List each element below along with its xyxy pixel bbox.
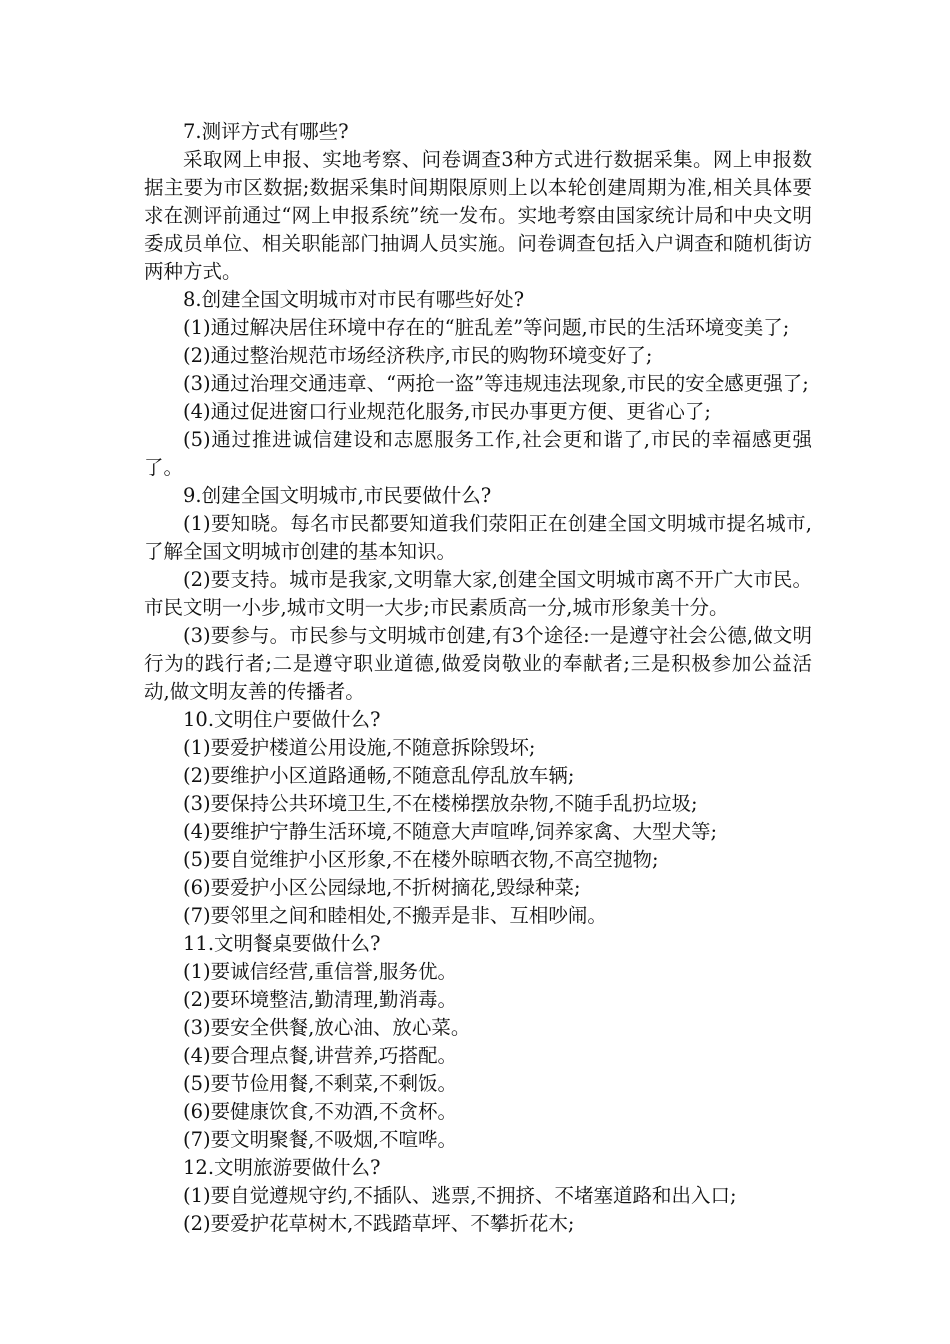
section-heading-8: 8.创建全国文明城市对市民有哪些好处? [183,288,525,311]
list-item: (4)要维护宁静生活环境,不随意大声喧哗,饲养家禽、大型犬等; [183,820,718,843]
list-item: (6)要爱护小区公园绿地,不折树摘花,毁绿种菜; [183,876,581,899]
document-body [144,118,812,1238]
section-heading-9: 9.创建全国文明城市,市民要做什么? [183,484,492,507]
list-item: (2)要环境整洁,勤清理,勤消毒。 [183,988,458,1011]
section-heading-7: 7.测评方式有哪些? [183,120,349,143]
list-item: (5)要节俭用餐,不剩菜,不剩饭。 [183,1072,458,1095]
list-item: (2)要维护小区道路通畅,不随意乱停乱放车辆; [183,764,575,787]
list-item: (1)通过解决居住环境中存在的“脏乱差”等问题,市民的生活环境变美了; [183,316,790,339]
list-item: (5)要自觉维护小区形象,不在楼外晾晒衣物,不高空抛物; [183,848,659,871]
section-heading-10: 10.文明住户要做什么? [183,708,381,731]
list-item: (1)要自觉遵规守约,不插队、逃票,不拥挤、不堵塞道路和出入口; [183,1184,737,1207]
list-item: (2)通过整治规范市场经济秩序,市民的购物环境变好了; [183,344,653,367]
list-item: (2)要爱护花草树木,不践踏草坪、不攀折花木; [183,1212,575,1235]
list-item: (7)要文明聚餐,不吸烟,不喧哗。 [183,1128,458,1151]
list-item: (4)要合理点餐,讲营养,巧搭配。 [183,1044,458,1067]
list-item: (1)要知晓。每名市民都要知道我们荥阳正在创建全国文明城市提名城市,了解全国文明城市创建的基本知识。 [144,512,812,563]
list-item: (3)要参与。市民参与文明城市创建,有3个途径:一是遵守社会公德,做文明行为的践行者;二是遵守职业道德,做爱岗敬业的奉献者;三是积极参加公益活动,做文明友善的传播者。 [144,624,812,703]
section-heading-11: 11.文明餐桌要做什么? [183,932,381,955]
list-item: (3)通过治理交通违章、“两抢一盗”等违规违法现象,市民的安全感更强了; [183,372,809,395]
list-item: (2)要支持。城市是我家,文明靠大家,创建全国文明城市离不开广大市民。市民文明一小步,城市文明一大步;市民素质高一分,城市形象美十分。 [144,568,812,619]
list-item: (1)要诚信经营,重信誉,服务优。 [183,960,458,983]
list-item: (4)通过促进窗口行业规范化服务,市民办事更方便、更省心了; [183,400,711,423]
list-item: (5)通过推进诚信建设和志愿服务工作,社会更和谐了,市民的幸福感更强了。 [144,428,812,479]
section-heading-12: 12.文明旅游要做什么? [183,1156,381,1179]
list-item: (6)要健康饮食,不劝酒,不贪杯。 [183,1100,458,1123]
list-item: (7)要邻里之间和睦相处,不搬弄是非、互相吵闹。 [183,904,607,927]
list-item: (3)要安全供餐,放心油、放心菜。 [183,1016,471,1039]
list-item: (3)要保持公共环境卫生,不在楼梯摆放杂物,不随手乱扔垃圾; [183,792,698,815]
list-item: (1)要爱护楼道公用设施,不随意拆除毁坏; [183,736,536,759]
paragraph-evaluation-methods: 采取网上申报、实地考察、问卷调查3种方式进行数据采集。网上申报数据主要为市区数据;数据采集时间期限原则上以本轮创建周期为准,相关具体要求在测评前通过“网上申报系统”统一发布。实地考察由国家统计局和中央文明委成员单位、相关职能部门抽调人员实施。问卷调查包括入户调查和随机街访两种方式。 [144,148,812,283]
